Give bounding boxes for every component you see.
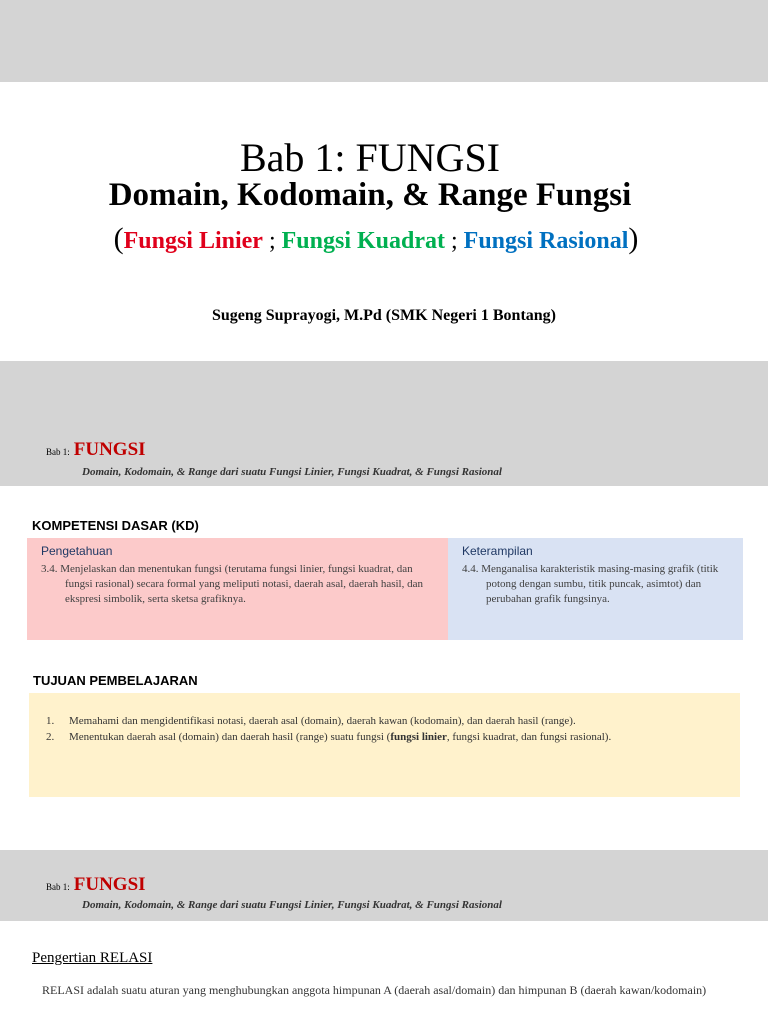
title-slide bbox=[0, 82, 768, 361]
keterampilan-heading: Keterampilan bbox=[462, 544, 533, 558]
type-linier: Fungsi Linier bbox=[123, 228, 263, 254]
tujuan-box bbox=[29, 693, 740, 797]
slide-title: Bab 1: FUNGSI bbox=[239, 135, 501, 180]
list-text bbox=[69, 729, 611, 745]
separator: ; bbox=[445, 228, 464, 254]
header-bab: Bab 1: bbox=[46, 447, 70, 457]
relasi-slide bbox=[0, 866, 768, 1024]
close-paren: ) bbox=[628, 222, 639, 255]
kd-title: KOMPETENSI DASAR (KD) bbox=[32, 518, 199, 533]
pengetahuan-text: 3.4. Menjelaskan dan menentukan fungsi (terutama fungsi linier, fungsi kuadrat, dan fungsi rasional) secara formal yang meliputi notasi, daerah asal, daerah hasil, dan ekspresi simbolik, serta sketsa grafiknya. bbox=[41, 563, 423, 605]
list-number: 2. bbox=[46, 731, 55, 743]
kompetensi-slide bbox=[0, 428, 768, 850]
list-text-bold: fungsi linier bbox=[390, 731, 447, 743]
slide-subtitle: Domain, Kodomain, & Range Fungsi bbox=[108, 177, 632, 213]
relasi-title: Pengertian RELASI bbox=[32, 950, 153, 966]
type-kuadrat: Fungsi Kuadrat bbox=[281, 228, 445, 254]
separator: ; bbox=[262, 228, 282, 254]
function-types bbox=[0, 222, 752, 256]
header-bab: Bab 1: bbox=[46, 882, 70, 892]
list-text-post: , fungsi kuadrat, dan fungsi rasional). bbox=[446, 731, 612, 743]
list-number: 1. bbox=[46, 715, 55, 727]
keterampilan-box bbox=[448, 538, 743, 640]
header-desc: Domain, Kodomain, & Range dari suatu Fungsi Linier, Fungsi Kuadrat, & Fungsi Rasional bbox=[82, 899, 502, 911]
list-text-pre: Menentukan daerah asal (domain) dan daerah hasil (range) suatu fungsi ( bbox=[69, 731, 391, 743]
list-text: Memahami dan mengidentifikasi notasi, daerah asal (domain), daerah kawan (kodomain), dan daerah hasil (range). bbox=[69, 715, 576, 727]
tujuan-title: TUJUAN PEMBELAJARAN bbox=[33, 673, 198, 688]
list-item bbox=[43, 713, 726, 729]
pengetahuan-heading: Pengetahuan bbox=[41, 544, 113, 558]
author: Sugeng Suprayogi, M.Pd (SMK Negeri 1 Bontang) bbox=[211, 307, 556, 324]
header-title bbox=[46, 439, 146, 461]
keterampilan-text: 4.4. Menganalisa karakteristik masing-masing grafik (titik potong dengan sumbu, titik puncak, asimtot) dan perubahan grafik fungsinya. bbox=[462, 563, 719, 605]
header-fungsi: FUNGSI bbox=[73, 874, 146, 895]
slide-header bbox=[0, 428, 768, 486]
pengetahuan-box bbox=[27, 538, 448, 640]
type-rasional: Fungsi Rasional bbox=[463, 228, 629, 254]
list-item bbox=[43, 729, 726, 745]
header-desc: Domain, Kodomain, & Range dari suatu Fungsi Linier, Fungsi Kuadrat, & Fungsi Rasional bbox=[82, 466, 502, 478]
open-paren: ( bbox=[113, 222, 124, 255]
header-fungsi: FUNGSI bbox=[73, 439, 146, 460]
header-title bbox=[46, 874, 146, 896]
slide-header bbox=[0, 866, 768, 921]
relasi-text: RELASI adalah suatu aturan yang menghubungkan anggota himpunan A (daerah asal/domain) dan himpunan B (daerah kawan/kodomain) bbox=[42, 983, 707, 997]
